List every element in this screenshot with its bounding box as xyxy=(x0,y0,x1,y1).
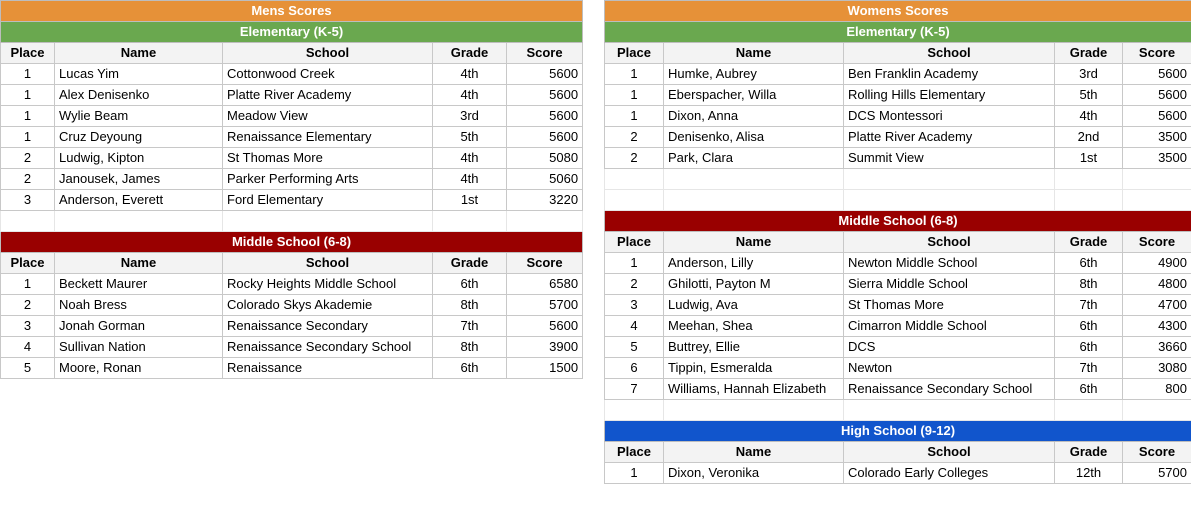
women-title-row xyxy=(605,1,1191,22)
column-header-score[interactable]: Score xyxy=(1123,43,1191,64)
table-row xyxy=(1,85,583,106)
score-cell[interactable]: 5600 xyxy=(507,316,583,337)
grade-cell[interactable]: 8th xyxy=(1055,274,1123,295)
place-cell[interactable]: 1 xyxy=(605,463,664,484)
grade-cell[interactable]: 1st xyxy=(433,190,507,211)
name-cell[interactable]: Ludwig, Ava xyxy=(664,295,844,316)
table-row xyxy=(605,148,1191,169)
section-title[interactable]: Middle School (6-8) xyxy=(605,211,1191,232)
place-cell[interactable]: 2 xyxy=(605,148,664,169)
name-cell[interactable]: Alex Denisenko xyxy=(55,85,223,106)
column-header-grade[interactable]: Grade xyxy=(1055,232,1123,253)
name-cell[interactable]: Meehan, Shea xyxy=(664,316,844,337)
empty-cell[interactable] xyxy=(605,190,664,211)
column-header-school[interactable]: School xyxy=(844,232,1055,253)
column-header-name[interactable]: Name xyxy=(664,43,844,64)
table-row xyxy=(605,358,1191,379)
grade-cell[interactable]: 6th xyxy=(433,358,507,379)
empty-cell[interactable] xyxy=(507,211,583,232)
empty-cell[interactable] xyxy=(1055,169,1123,190)
grade-cell[interactable]: 4th xyxy=(433,148,507,169)
empty-cell[interactable] xyxy=(1,211,55,232)
name-cell[interactable]: Jonah Gorman xyxy=(55,316,223,337)
empty-cell[interactable] xyxy=(664,400,844,421)
place-cell[interactable]: 3 xyxy=(1,190,55,211)
column-header-row xyxy=(605,43,1191,64)
score-cell[interactable]: 5600 xyxy=(507,106,583,127)
place-cell[interactable]: 6 xyxy=(605,358,664,379)
column-header-score[interactable]: Score xyxy=(507,253,583,274)
table-row xyxy=(605,127,1191,148)
empty-cell[interactable] xyxy=(844,400,1055,421)
place-cell[interactable]: 2 xyxy=(1,295,55,316)
grade-cell[interactable]: 8th xyxy=(433,337,507,358)
table-row xyxy=(605,295,1191,316)
mens-scores-panel xyxy=(0,0,582,379)
place-cell[interactable]: 4 xyxy=(605,316,664,337)
grade-cell[interactable]: 7th xyxy=(1055,295,1123,316)
school-cell[interactable]: Summit View xyxy=(844,148,1055,169)
school-cell[interactable]: Parker Performing Arts xyxy=(223,169,433,190)
score-cell[interactable]: 5700 xyxy=(1123,463,1191,484)
table-row xyxy=(1,274,583,295)
place-cell[interactable]: 1 xyxy=(1,85,55,106)
place-cell[interactable]: 5 xyxy=(605,337,664,358)
table-row xyxy=(1,337,583,358)
column-header-row xyxy=(605,232,1191,253)
column-header-school[interactable]: School xyxy=(223,43,433,64)
empty-cell[interactable] xyxy=(55,211,223,232)
place-cell[interactable]: 1 xyxy=(1,127,55,148)
grade-cell[interactable]: 2nd xyxy=(1055,127,1123,148)
column-header-place[interactable]: Place xyxy=(1,253,55,274)
school-cell[interactable]: St Thomas More xyxy=(844,295,1055,316)
column-header-grade[interactable]: Grade xyxy=(1055,442,1123,463)
table-row xyxy=(605,274,1191,295)
table-row xyxy=(1,148,583,169)
place-cell[interactable]: 1 xyxy=(1,106,55,127)
grade-cell[interactable]: 3rd xyxy=(1055,64,1123,85)
school-cell[interactable]: Platte River Academy xyxy=(844,127,1055,148)
empty-cell[interactable] xyxy=(605,400,664,421)
score-cell[interactable]: 5600 xyxy=(507,127,583,148)
column-header-place[interactable]: Place xyxy=(605,442,664,463)
school-cell[interactable]: Cottonwood Creek xyxy=(223,64,433,85)
column-header-grade[interactable]: Grade xyxy=(1055,43,1123,64)
name-cell[interactable]: Tippin, Esmeralda xyxy=(664,358,844,379)
table-row xyxy=(605,463,1191,484)
table-row xyxy=(1,169,583,190)
grade-cell[interactable]: 6th xyxy=(1055,316,1123,337)
section-title[interactable]: Elementary (K-5) xyxy=(605,22,1191,43)
place-cell[interactable]: 2 xyxy=(605,127,664,148)
womens-scores-table xyxy=(604,0,1191,484)
school-cell[interactable]: Rocky Heights Middle School xyxy=(223,274,433,295)
table-row xyxy=(1,316,583,337)
empty-row xyxy=(605,169,1191,190)
name-cell[interactable]: Lucas Yim xyxy=(55,64,223,85)
place-cell[interactable]: 2 xyxy=(1,148,55,169)
place-cell[interactable]: 5 xyxy=(1,358,55,379)
grade-cell[interactable]: 1st xyxy=(1055,148,1123,169)
score-cell[interactable]: 800 xyxy=(1123,379,1191,400)
grade-cell[interactable]: 6th xyxy=(433,274,507,295)
place-cell[interactable]: 3 xyxy=(1,316,55,337)
empty-cell[interactable] xyxy=(433,211,507,232)
column-header-score[interactable]: Score xyxy=(507,43,583,64)
grade-cell[interactable]: 6th xyxy=(1055,253,1123,274)
school-cell[interactable]: Sierra Middle School xyxy=(844,274,1055,295)
school-cell[interactable]: Newton xyxy=(844,358,1055,379)
column-header-school[interactable]: School xyxy=(844,442,1055,463)
school-cell[interactable]: Renaissance Elementary xyxy=(223,127,433,148)
grade-cell[interactable]: 8th xyxy=(433,295,507,316)
empty-cell[interactable] xyxy=(223,211,433,232)
section-title[interactable]: Elementary (K-5) xyxy=(1,22,583,43)
score-cell[interactable]: 3660 xyxy=(1123,337,1191,358)
column-header-name[interactable]: Name xyxy=(55,253,223,274)
column-header-row xyxy=(1,253,583,274)
grade-cell[interactable]: 5th xyxy=(433,127,507,148)
column-header-row xyxy=(1,43,583,64)
empty-cell[interactable] xyxy=(1055,190,1123,211)
empty-cell[interactable] xyxy=(664,169,844,190)
school-cell[interactable]: Ben Franklin Academy xyxy=(844,64,1055,85)
column-header-name[interactable]: Name xyxy=(664,442,844,463)
empty-cell[interactable] xyxy=(664,190,844,211)
score-cell[interactable]: 1500 xyxy=(507,358,583,379)
school-cell[interactable]: Renaissance xyxy=(223,358,433,379)
empty-row xyxy=(605,190,1191,211)
school-cell[interactable]: DCS xyxy=(844,337,1055,358)
score-cell[interactable]: 3500 xyxy=(1123,148,1191,169)
column-header-place[interactable]: Place xyxy=(605,232,664,253)
grade-cell[interactable]: 6th xyxy=(1055,379,1123,400)
section-header-row xyxy=(605,211,1191,232)
table-row xyxy=(605,379,1191,400)
table-row xyxy=(1,190,583,211)
place-cell[interactable]: 3 xyxy=(605,295,664,316)
place-cell[interactable]: 7 xyxy=(605,379,664,400)
name-cell[interactable]: Williams, Hannah Elizabeth xyxy=(664,379,844,400)
grade-cell[interactable]: 4th xyxy=(433,169,507,190)
column-header-name[interactable]: Name xyxy=(55,43,223,64)
empty-cell[interactable] xyxy=(844,169,1055,190)
name-cell[interactable]: Anderson, Everett xyxy=(55,190,223,211)
score-cell[interactable]: 4900 xyxy=(1123,253,1191,274)
name-cell[interactable]: Dixon, Veronika xyxy=(664,463,844,484)
section-title[interactable]: High School (9-12) xyxy=(605,421,1191,442)
column-header-grade[interactable]: Grade xyxy=(433,253,507,274)
column-header-place[interactable]: Place xyxy=(605,43,664,64)
score-cell[interactable]: 4700 xyxy=(1123,295,1191,316)
empty-cell[interactable] xyxy=(1123,169,1191,190)
grade-cell[interactable]: 5th xyxy=(1055,85,1123,106)
column-header-place[interactable]: Place xyxy=(1,43,55,64)
empty-row xyxy=(605,400,1191,421)
name-cell[interactable]: Ludwig, Kipton xyxy=(55,148,223,169)
score-cell[interactable]: 4300 xyxy=(1123,316,1191,337)
name-cell[interactable]: Ghilotti, Payton M xyxy=(664,274,844,295)
place-cell[interactable]: 2 xyxy=(605,274,664,295)
school-cell[interactable]: Meadow View xyxy=(223,106,433,127)
score-cell[interactable]: 3900 xyxy=(507,337,583,358)
table-row xyxy=(1,106,583,127)
school-cell[interactable]: Renaissance Secondary School xyxy=(844,379,1055,400)
score-cell[interactable]: 5060 xyxy=(507,169,583,190)
column-header-name[interactable]: Name xyxy=(664,232,844,253)
name-cell[interactable]: Noah Bress xyxy=(55,295,223,316)
score-cell[interactable]: 5600 xyxy=(1123,106,1191,127)
table-row xyxy=(605,64,1191,85)
name-cell[interactable]: Dixon, Anna xyxy=(664,106,844,127)
place-cell[interactable]: 2 xyxy=(1,169,55,190)
section-header-row xyxy=(605,421,1191,442)
place-cell[interactable]: 1 xyxy=(605,85,664,106)
table-row xyxy=(605,85,1191,106)
score-cell[interactable]: 3220 xyxy=(507,190,583,211)
table-row xyxy=(1,358,583,379)
empty-cell[interactable] xyxy=(1055,400,1123,421)
score-cell[interactable]: 4800 xyxy=(1123,274,1191,295)
column-header-grade[interactable]: Grade xyxy=(433,43,507,64)
column-header-row xyxy=(605,442,1191,463)
men-scores-title[interactable]: Mens Scores xyxy=(1,1,583,22)
school-cell[interactable]: Platte River Academy xyxy=(223,85,433,106)
school-cell[interactable]: Renaissance Secondary xyxy=(223,316,433,337)
name-cell[interactable]: Janousek, James xyxy=(55,169,223,190)
name-cell[interactable]: Beckett Maurer xyxy=(55,274,223,295)
score-cell[interactable]: 3080 xyxy=(1123,358,1191,379)
section-title[interactable]: Middle School (6-8) xyxy=(1,232,583,253)
section-header-row xyxy=(1,232,583,253)
score-cell[interactable]: 5600 xyxy=(507,85,583,106)
place-cell[interactable]: 4 xyxy=(1,337,55,358)
grade-cell[interactable]: 4th xyxy=(1055,106,1123,127)
column-header-score[interactable]: Score xyxy=(1123,442,1191,463)
empty-row xyxy=(1,211,583,232)
column-header-school[interactable]: School xyxy=(844,43,1055,64)
place-cell[interactable]: 1 xyxy=(1,64,55,85)
name-cell[interactable]: Cruz Deyoung xyxy=(55,127,223,148)
score-cell[interactable]: 3500 xyxy=(1123,127,1191,148)
score-cell[interactable]: 5080 xyxy=(507,148,583,169)
school-cell[interactable]: Colorado Skys Akademie xyxy=(223,295,433,316)
name-cell[interactable]: Wylie Beam xyxy=(55,106,223,127)
table-row xyxy=(1,295,583,316)
name-cell[interactable]: Denisenko, Alisa xyxy=(664,127,844,148)
mens-scores-table xyxy=(0,0,583,379)
score-cell[interactable]: 5700 xyxy=(507,295,583,316)
place-cell[interactable]: 1 xyxy=(1,274,55,295)
score-cell[interactable]: 5600 xyxy=(1123,85,1191,106)
name-cell[interactable]: Humke, Aubrey xyxy=(664,64,844,85)
grade-cell[interactable]: 4th xyxy=(433,85,507,106)
empty-cell[interactable] xyxy=(1123,400,1191,421)
school-cell[interactable]: Cimarron Middle School xyxy=(844,316,1055,337)
score-cell[interactable]: 5600 xyxy=(1123,64,1191,85)
grade-cell[interactable]: 7th xyxy=(433,316,507,337)
table-row xyxy=(1,64,583,85)
womens-scores-panel xyxy=(604,0,1191,484)
name-cell[interactable]: Sullivan Nation xyxy=(55,337,223,358)
table-row xyxy=(605,253,1191,274)
empty-cell[interactable] xyxy=(1123,190,1191,211)
table-row xyxy=(605,316,1191,337)
name-cell[interactable]: Anderson, Lilly xyxy=(664,253,844,274)
section-header-row xyxy=(605,22,1191,43)
school-cell[interactable]: Colorado Early Colleges xyxy=(844,463,1055,484)
place-cell[interactable]: 1 xyxy=(605,253,664,274)
table-row xyxy=(1,127,583,148)
score-cell[interactable]: 5600 xyxy=(507,64,583,85)
school-cell[interactable]: Ford Elementary xyxy=(223,190,433,211)
school-cell[interactable]: St Thomas More xyxy=(223,148,433,169)
grade-cell[interactable]: 6th xyxy=(1055,337,1123,358)
women-scores-title[interactable]: Womens Scores xyxy=(605,1,1191,22)
name-cell[interactable]: Park, Clara xyxy=(664,148,844,169)
name-cell[interactable]: Buttrey, Ellie xyxy=(664,337,844,358)
school-cell[interactable]: Newton Middle School xyxy=(844,253,1055,274)
name-cell[interactable]: Eberspacher, Willa xyxy=(664,85,844,106)
grade-cell[interactable]: 12th xyxy=(1055,463,1123,484)
score-cell[interactable]: 6580 xyxy=(507,274,583,295)
grade-cell[interactable]: 3rd xyxy=(433,106,507,127)
grade-cell[interactable]: 4th xyxy=(433,64,507,85)
section-header-row xyxy=(1,22,583,43)
place-cell[interactable]: 1 xyxy=(605,106,664,127)
table-row xyxy=(605,106,1191,127)
school-cell[interactable]: Rolling Hills Elementary xyxy=(844,85,1055,106)
grade-cell[interactable]: 7th xyxy=(1055,358,1123,379)
school-cell[interactable]: DCS Montessori xyxy=(844,106,1055,127)
empty-cell[interactable] xyxy=(605,169,664,190)
men-title-row xyxy=(1,1,583,22)
place-cell[interactable]: 1 xyxy=(605,64,664,85)
name-cell[interactable]: Moore, Ronan xyxy=(55,358,223,379)
empty-cell[interactable] xyxy=(844,190,1055,211)
table-row xyxy=(605,337,1191,358)
column-header-school[interactable]: School xyxy=(223,253,433,274)
school-cell[interactable]: Renaissance Secondary School xyxy=(223,337,433,358)
column-header-score[interactable]: Score xyxy=(1123,232,1191,253)
